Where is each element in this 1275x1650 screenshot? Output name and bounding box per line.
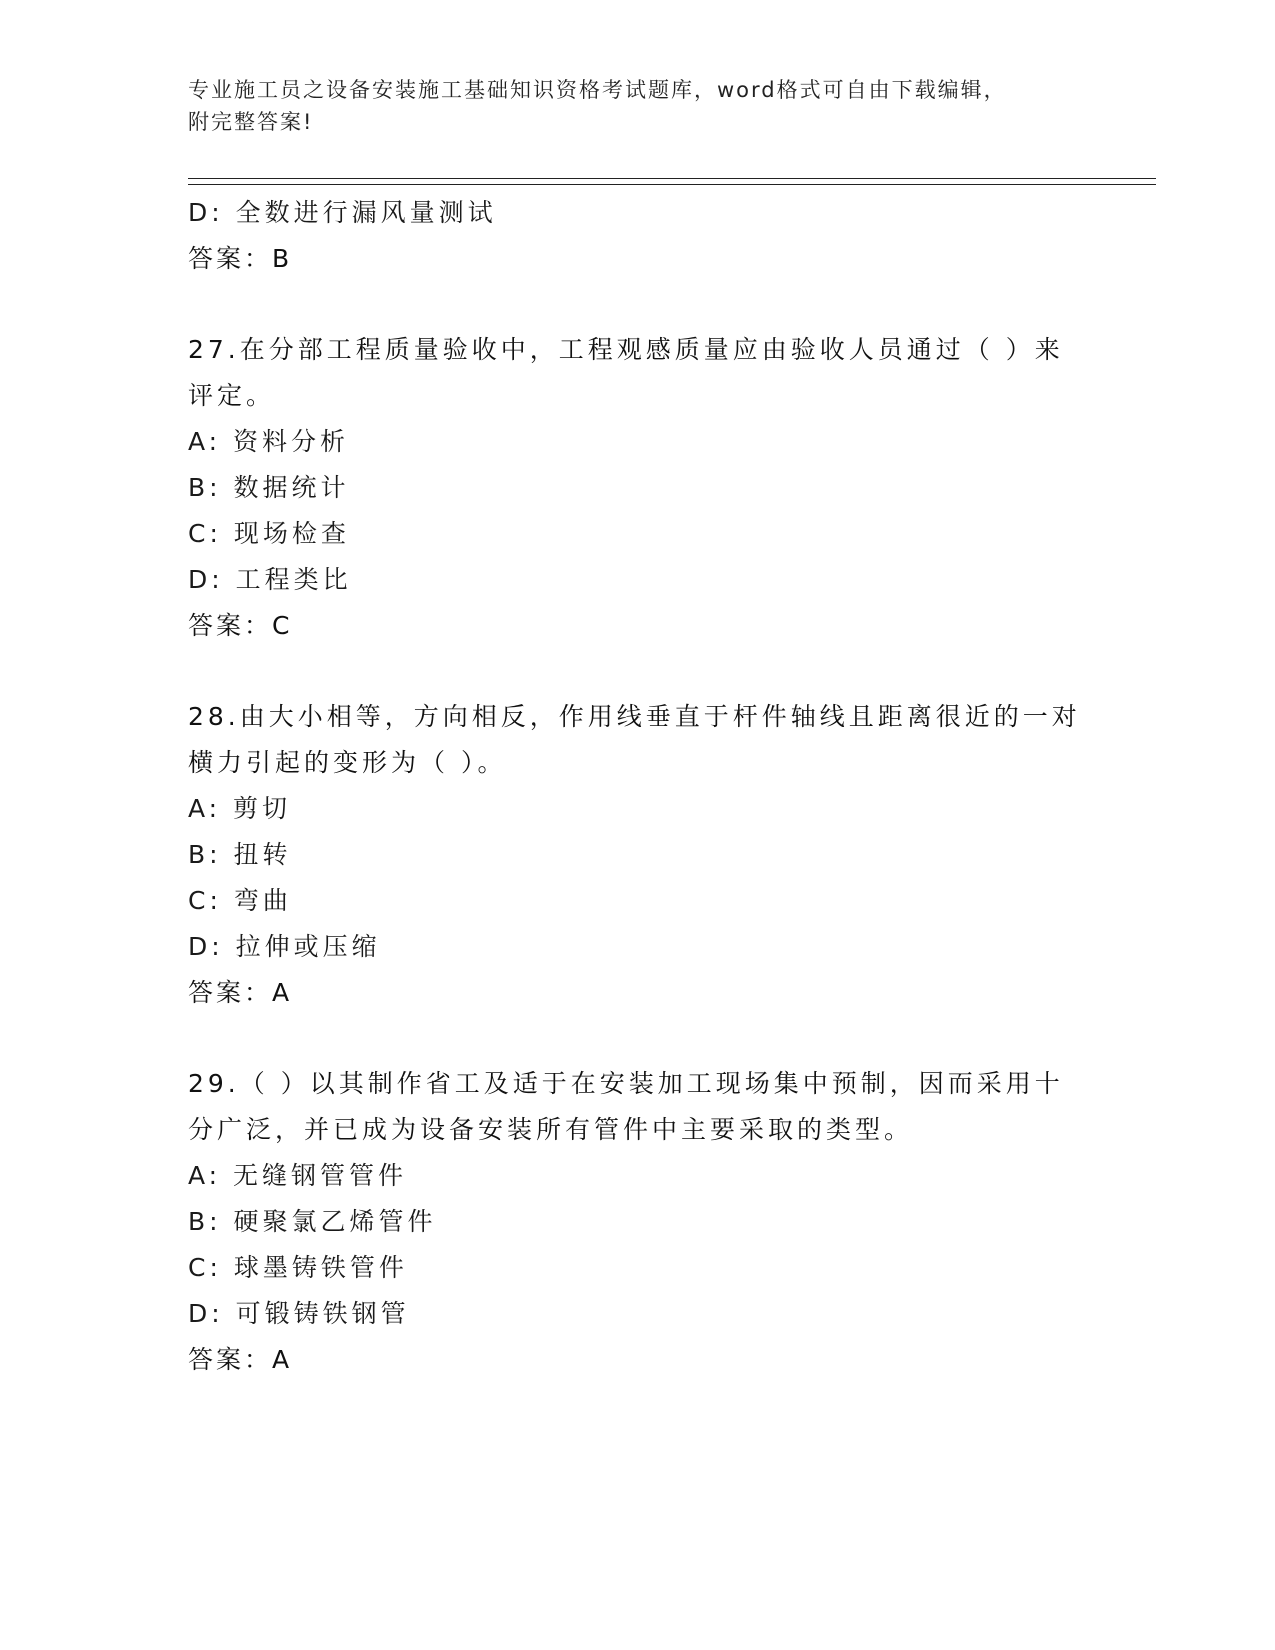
option-d: D: 工程类比 <box>188 565 352 594</box>
question-stem-line: 27.在分部工程质量验收中，工程观感质量应由验收人员通过（ ）来 <box>188 335 1064 364</box>
header-divider-top <box>188 178 1156 179</box>
option-b: B: 硬聚氯乙烯管件 <box>188 1207 437 1236</box>
spacer <box>188 649 1088 694</box>
answer-line: 答案：C <box>188 611 293 640</box>
question-27 <box>188 327 1088 649</box>
answer-line: 答案：A <box>188 1345 293 1374</box>
document-header <box>188 74 1078 138</box>
question-content <box>188 190 1088 1383</box>
option-b: B: 扭转 <box>188 840 292 869</box>
question-stem-line: 分广泛，并已成为设备安装所有管件中主要采取的类型。 <box>188 1115 914 1144</box>
question-stem-line: 评定。 <box>188 381 276 410</box>
question-stem-line: 横力引起的变形为（ ）。 <box>188 748 507 777</box>
header-line-2: 附完整答案! <box>188 110 314 134</box>
option-c: C: 球墨铸铁管件 <box>188 1253 408 1282</box>
option-c: C: 弯曲 <box>188 886 292 915</box>
question-stem-line: 28.由大小相等，方向相反，作用线垂直于杆件轴线且距离很近的一对 <box>188 702 1081 731</box>
spacer <box>188 282 1088 327</box>
option-c: C: 现场检查 <box>188 519 350 548</box>
answer-line: 答案：A <box>188 978 293 1007</box>
question-29 <box>188 1061 1088 1383</box>
header-divider-bottom <box>188 184 1156 185</box>
question-stem-line: 29.（ ）以其制作省工及适于在安装加工现场集中预制，因而采用十 <box>188 1069 1064 1098</box>
option-d: D: 可锻铸铁钢管 <box>188 1299 410 1328</box>
option-a: A: 剪切 <box>188 794 292 823</box>
spacer <box>188 1016 1088 1061</box>
option-a: A: 资料分析 <box>188 427 350 456</box>
option-d: D: 拉伸或压缩 <box>188 932 381 961</box>
previous-question-fragment <box>188 190 1088 282</box>
question-28 <box>188 694 1088 1016</box>
header-line-1: 专业施工员之设备安装施工基础知识资格考试题库，word格式可自由下载编辑， <box>188 78 1007 102</box>
option-b: B: 数据统计 <box>188 473 350 502</box>
answer-line: 答案：B <box>188 244 293 273</box>
option-a: A: 无缝钢管管件 <box>188 1161 408 1190</box>
option-d: D: 全数进行漏风量测试 <box>188 198 497 227</box>
